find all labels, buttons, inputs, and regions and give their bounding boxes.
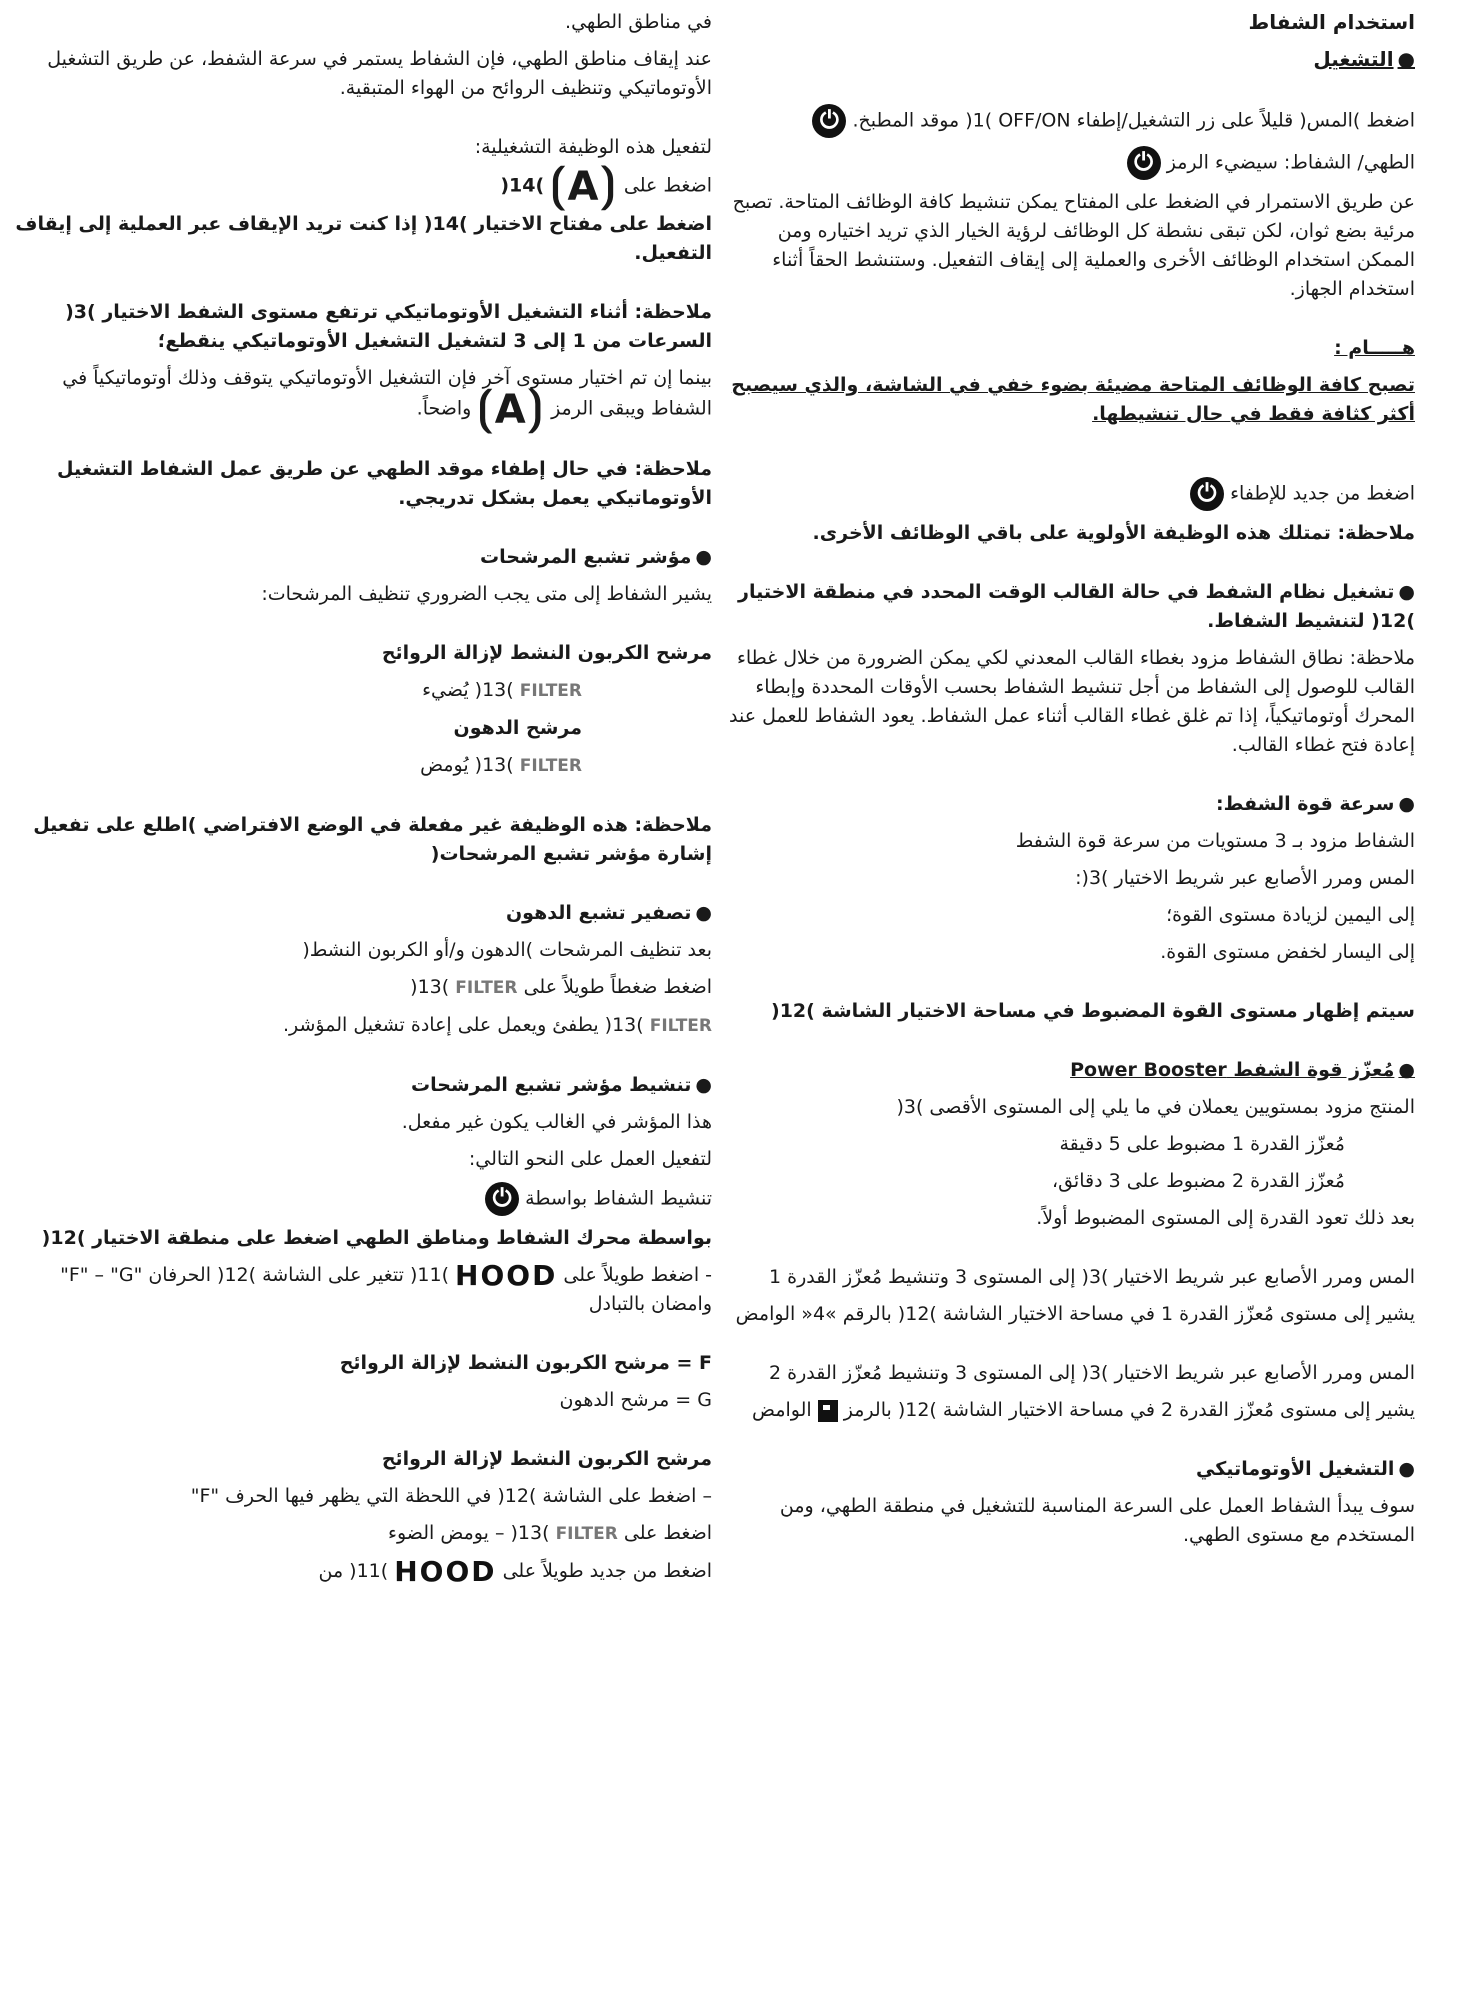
filter-icon: FILTER xyxy=(649,1016,712,1036)
hood-icon: HOOD xyxy=(455,1259,558,1292)
filter-icon: FILTER xyxy=(519,681,582,701)
power-icon xyxy=(812,104,846,138)
speed-heading: ● سرعة قوة الشفط: xyxy=(715,790,1415,819)
filters-default-note: ملاحظة: هذه الوظيفة غير مفعلة في الوضع الافتراضي )اطلع على تفعيل إشارة مؤشر تشبع المرشحات( xyxy=(33,814,712,865)
activate-indicator-5: - اضغط طويلاً على HOOD )11( تتغير على الشاشة )12( الحرفان "F" – "G" وامضان بالتبادل xyxy=(60,1259,712,1315)
speed-right: إلى اليمين لزيادة مستوى القوة؛ xyxy=(1166,904,1415,926)
hood-icon: HOOD xyxy=(394,1555,497,1588)
on-heading: ● التشغيل xyxy=(715,45,1415,74)
reset-text-2: اضغط ضغطاً طويلاً على FILTER )13( xyxy=(12,973,712,1003)
filter-heading: ● مؤشر تشبع المرشحات xyxy=(12,543,712,572)
activate-function-line: لتفعيل هذه الوظيفة التشغيلية: xyxy=(474,136,712,158)
cooking-symbol-line: الطهي/ الشفاط: سيضيء الرمز ⏻ xyxy=(715,146,1415,180)
carbon-filter-2-heading: مرشح الكربون النشط لإزالة الروائح xyxy=(381,1448,712,1470)
activate-indicator-heading: ● تنشيط مؤشر تشبع المرشحات xyxy=(12,1071,712,1100)
f-definition: F = مرشح الكربون النشط لإزالة الروائح xyxy=(339,1352,712,1374)
power-icon xyxy=(1127,146,1161,180)
section-title: استخدام الشفاط xyxy=(1248,10,1415,34)
deactivate-text: اضغط على مفتاح الاختيار )14( إذا كنت تريد الإيقاف عبر العملية إلى إيقاف التفعيل. xyxy=(15,213,712,264)
carbon-filter-2-text-3: اضغط من جديد طويلاً على HOOD )11( من xyxy=(318,1555,712,1588)
after-off-text: عند إيقاف مناطق الطهي، فإن الشفاط يستمر في سرعة الشفط، عن طريق التشغيل الأوتوماتيكي وتنظيف الروائح من الهواء المتبقية. xyxy=(47,48,712,99)
p-symbol-icon xyxy=(818,1400,838,1422)
priority-note: ملاحظة: تمتلك هذه الوظيفة الأولوية على باقي الوظائف الأخرى. xyxy=(812,522,1415,544)
auto-text: سوف يبدأ الشفاط العمل على السرعة المناسبة للتشغيل في منطقة الطهي، ومن المستخدم مع مستوى الطهي. xyxy=(779,1495,1415,1546)
functions-text: عن طريق الاستمرار في الضغط على المفتاح يمكن تنشيط كافة الوظائف المتاحة. تصبح مرئية بضع ثوان، لكن تبقى نشطة كل الوظائف لرؤية الخيار الذي تريد اختياره ومن الممكن استخدام الوظائف الأخرى والعملية إلى إيقاف التفعيل. وستنشط الحقاً أثناء استخدام الجهاز. xyxy=(732,191,1415,300)
reset-heading: ● تصفير تشبع الدهون xyxy=(12,899,712,928)
booster-1-line: مُعزّز القدرة 1 مضبوط على 5 دقيقة xyxy=(1059,1133,1345,1155)
activate-indicator-1: هذا المؤشر في الغالب يكون غير مفعل. xyxy=(401,1111,712,1133)
important-text: تصبح كافة الوظائف المتاحة مضيئة بضوء خفي في الشاشة، والذي سيصبح أكثر كثافة فقط في حال تنشيطها. xyxy=(731,374,1415,425)
carbon-filter-heading: مرشح الكربون النشط لإزالة الروائح xyxy=(381,642,712,664)
filter-icon: FILTER xyxy=(455,978,518,998)
power-booster-heading: ● مُعزّز قوة الشفط Power Booster xyxy=(715,1056,1415,1085)
activate-indicator-3: تنشيط الشفاط بواسطة ⏻ xyxy=(12,1182,712,1216)
reset-text-3: FILTER )13( يطفئ ويعمل على إعادة تشغيل المؤشر. xyxy=(12,1011,712,1041)
power-icon xyxy=(1190,477,1224,511)
carbon-filter-2-text-2: اضغط على FILTER )13( – يومض الضوء xyxy=(12,1519,712,1549)
speed-slide: المس ومرر الأصابع عبر شريط الاختيار )3(: xyxy=(1075,867,1415,889)
auto-stop-text: بينما إن تم اختيار مستوى آخر فإن التشغيل الأوتوماتيكي يتوقف وذلك أوتوماتيكياً في الشفاط ويبقى الرمز ⟮ A ⟯ واضحاً. xyxy=(12,364,712,425)
booster-2-line: مُعزّز القدرة 2 مضبوط على 3 دقائق، xyxy=(1051,1170,1345,1192)
booster-1-display: يشير إلى مستوى مُعزّز القدرة 1 في مساحة الاختيار الشاشة )12( بالرقم »4« الوامض xyxy=(735,1303,1415,1325)
booster-1-activate: المس ومرر الأصابع عبر شريط الاختيار )3( إلى المستوى 3 وتنشيط مُعزّز القدرة 1 xyxy=(769,1266,1415,1288)
speed-levels: الشفاط مزود بـ 3 مستويات من سرعة قوة الشفط xyxy=(1015,830,1415,852)
reset-text-1: بعد تنظيف المرشحات )الدهون و/أو الكربون النشط( xyxy=(302,939,712,961)
hob-off-note: ملاحظة: في حال إطفاء موقد الطهي عن طريق عمل الشفاط التشغيل الأوتوماتيكي يعمل بشكل تدريجي. xyxy=(56,458,712,509)
booster-2-display: يشير إلى مستوى مُعزّز القدرة 2 في مساحة الاختيار الشاشة )12( بالرمز الوامض xyxy=(752,1399,1415,1421)
press-auto-line: اضغط على ⟮ A ⟯ )14( xyxy=(12,170,712,202)
activate-indicator-4: بواسطة محرك الشفاط ومناطق الطهي اضغط على منطقة الاختيار )12( xyxy=(41,1227,712,1249)
filter-icon: FILTER xyxy=(555,1524,618,1544)
g-definition: G = مرشح الدهون xyxy=(559,1389,712,1411)
activate-indicator-2: لتفعيل العمل على النحو التالي: xyxy=(468,1148,712,1170)
carbon-filter-state: FILTER )13( يُضيء xyxy=(12,676,712,706)
filter-icon: FILTER xyxy=(519,756,582,776)
auto-a-icon: ⟮ A ⟯ xyxy=(550,170,618,202)
auto-heading: ● التشغيل الأوتوماتيكي xyxy=(715,1455,1415,1484)
filter-text: يشير الشفاط إلى متى يجب الضروري تنظيف المرشحات: xyxy=(261,583,712,605)
mold-note: ملاحظة: نطاق الشفاط مزود بغطاء القالب المعدني لكي يمكن الضرورة من خلال غطاء القالب للوصول إلى الشفاط من أجل تنشيط الشفاط بحسب الأوقات المحددة وإبطاء المحرك أوتوماتيكياً، إذا تم غلق غطاء القالب أثناء عمل الشفاط. يعود الشفاط للعمل عند إعادة فتح غطاء القالب. xyxy=(729,647,1415,756)
grease-filter-state: FILTER )13( يُومض xyxy=(12,751,712,781)
speed-display: سيتم إظهار مستوى القوة المضبوط في مساحة الاختيار الشاشة )12( xyxy=(771,1000,1415,1022)
important-label: هـــــام : xyxy=(1334,337,1415,359)
power-booster-intro: المنتج مزود بمستويين يعملان في ما يلي إلى المستوى الأقصى )3( xyxy=(896,1096,1415,1118)
boost-heading: ● تشغيل نظام الشفط في حالة القالب الوقت المحدد في منطقة الاختيار )12( لتنشيط الشفاط. xyxy=(715,578,1415,636)
grease-filter-heading: مرشح الدهون xyxy=(453,717,582,739)
right-column xyxy=(715,8,1415,1558)
left-column xyxy=(12,8,712,1594)
cooking-zones-line: في مناطق الطهي. xyxy=(565,11,712,33)
auto-a-icon: ⟮ A ⟯ xyxy=(477,393,545,425)
carbon-filter-2-text-1: – اضغط على الشاشة )12( في اللحظة التي يظهر فيها الحرف "F" xyxy=(190,1485,712,1507)
power-icon xyxy=(485,1182,519,1216)
booster-after: بعد ذلك تعود القدرة إلى المستوى المضبوط أولاً. xyxy=(1036,1207,1415,1229)
speed-left: إلى اليسار لخفض مستوى القوة. xyxy=(1160,941,1415,963)
auto-note: ملاحظة: أثناء التشغيل الأوتوماتيكي ترتفع مستوى الشفط الاختيار )3( السرعات من 1 إلى 3 لتشغيل التشغيل الأوتوماتيكي ينقطع؛ xyxy=(65,301,712,352)
on-instruction: اضغط )المس( قليلاً على زر التشغيل/إطفاء OFF/ON )1( موقد المطبخ. ⏻ xyxy=(715,104,1415,138)
off-instruction: اضغط من جديد للإطفاء ⏻ xyxy=(715,477,1415,511)
booster-2-activate: المس ومرر الأصابع عبر شريط الاختيار )3( إلى المستوى 3 وتنشيط مُعزّز القدرة 2 xyxy=(769,1362,1415,1384)
